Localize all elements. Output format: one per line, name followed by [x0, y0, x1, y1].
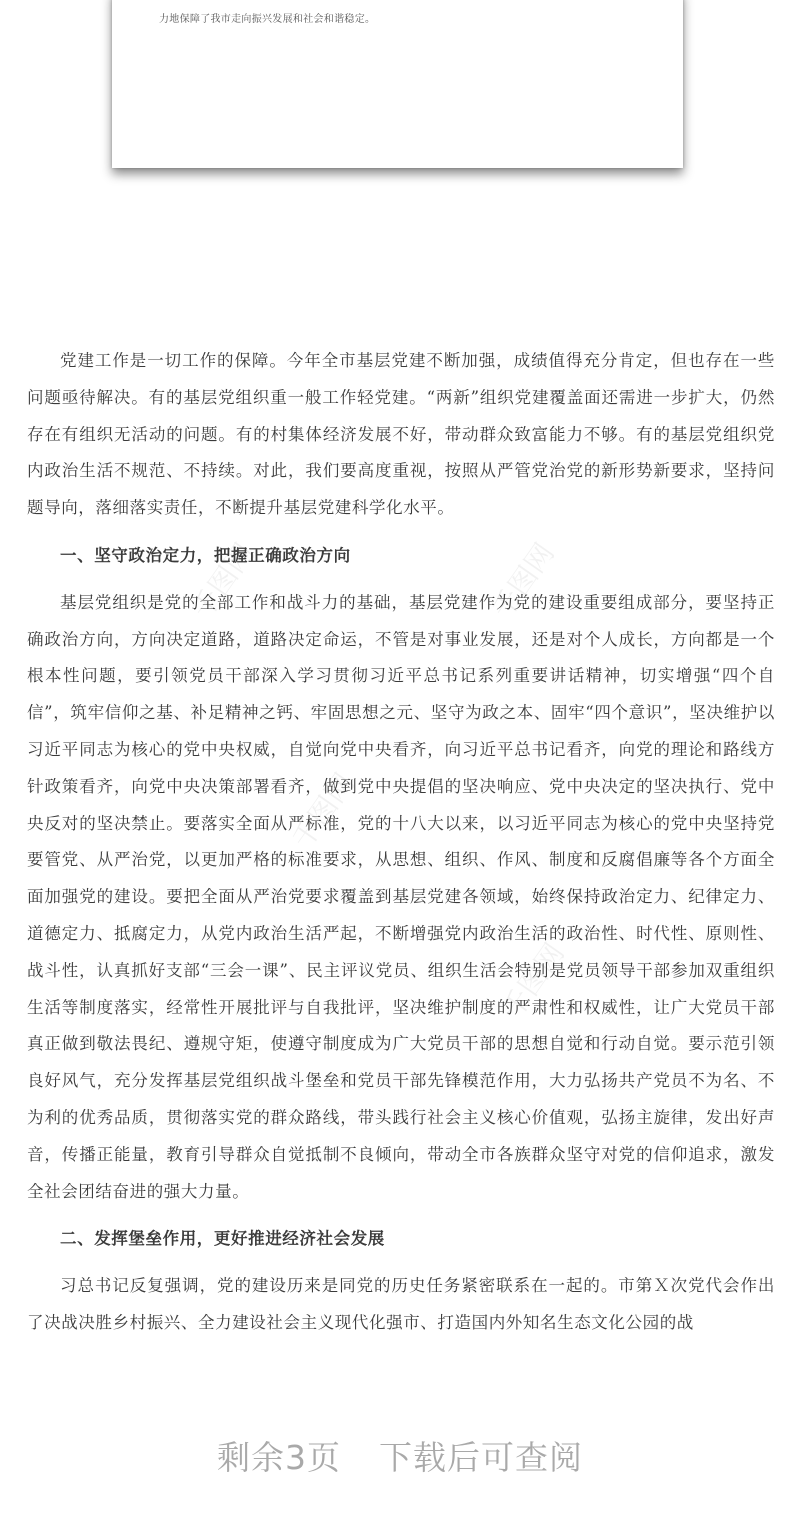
download-banner[interactable] — [0, 1432, 800, 1479]
section-heading: 一、坚守政治定力，把握正确政治方向 — [60, 545, 351, 565]
watermark: 千图网 — [485, 536, 561, 625]
section-heading: 二、发挥堡垒作用，更好推进经济社会发展 — [60, 1229, 385, 1249]
intro-paragraph: 党建工作是一切工作的保障。今年全市基层党建不断加强，成绩值得充分肯定，但也存在一些问题亟待解决。有的基层党组织重一般工作轻党建。“两新”组织党建覆盖面还需进一步扩大，仍然存在有组织无活动的问题。有的村集体经济发展不好，带动群众致富能力不够。有的基层党组织党内政治生活不规范、不持续。对此，我们要高度重视，按照从严管党治党的新形势新要求，坚持问题导向，落细落实责任，不断提升基层党建科学化水平。 — [27, 351, 775, 518]
section-paragraph: 基层党组织是党的全部工作和战斗力的基础，基层党建作为党的建设重要组成部分，要坚持正确政治方向，方向决定道路，道路决定命运，不管是对事业发展，还是对个人成长，方向都是一个根本性问题，要引领党员干部深入学习贯彻习近平总书记系列重要讲话精神，切实增强“四个自信”，筑牢信仰之基、补足精神之钙、牢固思想之元、坚守为政之本、固牢“四个意识”，坚决维护以习近平同志为核心的党中央权威，自觉向党中央看齐，向习近平总书记看齐，向党的理论和路线方针政策看齐，向党中央决策部署看齐，做到党中央提倡的坚决响应、党中央决定的坚决执行、党中央反对的坚决禁止。要落实全面从严标准，党的十八大以来，以习近平同志为核心的党中央坚持党要管党、从严治党，以更加严格的标准要求，从思想、组织、作风、制度和反腐倡廉等各个方面全面加强党的建设。要把全面从严治党要求覆盖到基层党建各领域，始终保持政治定力、纪律定力、道德定力、抵腐定力，从党内政治生活严起，不断增强党内政治生活的政治性、时代性、原则性、战斗性，认真抓好支部“三会一课”、民主评议党员、组织生活会特别是党员领导干部参加双重组织生活等制度落实，经常性开展批评与自我批评，坚决维护制度的严肃性和权威性，让广大党员干部真正做到敬法畏纪、遵规守矩，使遵守制度成为广大党员干部的思想自觉和行动自觉。要示范引领良好风气，充分发挥基层党组织战斗堡垒和党员干部先锋模范作用，大力弘扬共产党员不为名、不为利的优秀品质，贯彻落实党的群众路线，带头践行社会主义核心价值观，弘扬主旋律，发出好声音，传播正能量，教育引导群众自觉抵制不良倾向，带动全市各族群众坚守对党的信仰追求，激发全社会团结奋进的强大力量。 — [27, 592, 775, 1201]
watermark: 千图网 — [185, 536, 261, 625]
remaining-pages-label[interactable]: 剩余3页 — [217, 1438, 341, 1477]
article-body — [27, 343, 775, 1342]
document-preview-card — [112, 0, 683, 168]
section-paragraph: 习总书记反复强调，党的建设历来是同党的历史任务紧密联系在一起的。市第Ｘ次党代会作出了决战决胜乡村振兴、全力建设社会主义现代化强市、打造国内外知名生态文化公园的战 — [27, 1276, 775, 1332]
watermark: 千图网 — [285, 766, 361, 855]
download-to-view-label[interactable]: 下载后可查阅 — [379, 1438, 583, 1477]
watermark: 千图网 — [495, 936, 571, 1025]
preview-text: 力地保障了我市走向振兴发展和社会和谐稳定。 — [159, 14, 376, 25]
